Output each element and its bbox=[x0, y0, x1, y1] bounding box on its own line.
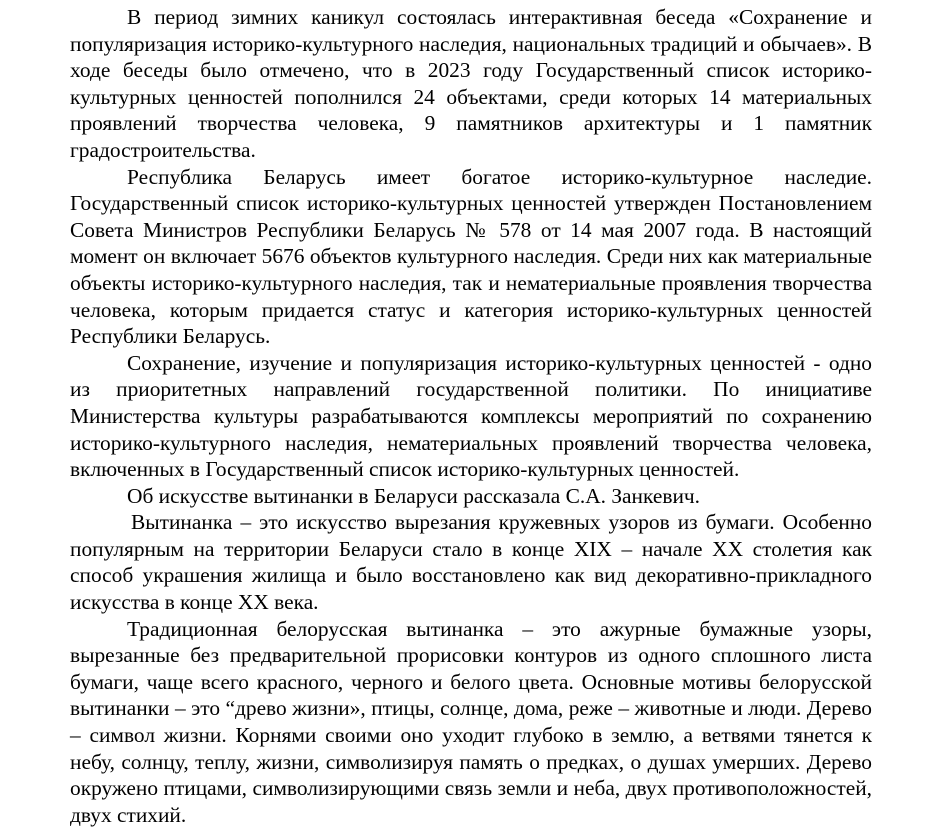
paragraph-winter-event: В период зимних каникул состоялась интерактивная беседа «Сохранение и популяризация историко-культурного наследия, национальных традиций и обычаев». В ходе беседы было отмечено, что в 2023 году Государственный список историко-культурных ценностей пополнился 24 объектами, среди которых 14 материальных проявлений творчества человека, 9 памятников архитектуры и 1 памятник градостроительства. bbox=[70, 5, 872, 162]
paragraph-vytinanka-definition: Вытинанка – это искусство вырезания кружевных узоров из бумаги. Особенно популярным на территории Беларуси стало в конце XIX – начале XX столетия как способ украшения жилища и было восстановлено как вид декоративно-прикладного искусства в конце XX века. bbox=[70, 510, 872, 615]
paragraph-state-policy: Сохранение, изучение и популяризация историко-культурных ценностей - одно из приоритетных направлений государственной политики. По инициативе Министерства культуры разрабатываются комплексы мероприятий по сохранению историко-культурного наследия, нематериальных проявлений творчества человека, включенных в Государственный список историко-культурных ценностей. bbox=[70, 350, 872, 482]
paragraph-heritage-list: Республика Беларусь имеет богатое историко-культурное наследие. Государственный список историко-культурных ценностей утвержден Постановлением Совета Министров Республики Беларусь № 578 от 14 мая 2007 года. В настоящий момент он включает 5676 объектов культурного наследия. Среди них как материальные объекты историко-культурного наследия, так и нематериальные проявления творчества человека, которым придается статус и категория историко-культурных ценностей Республики Беларусь. bbox=[70, 164, 872, 349]
paragraph-vytinanka-motifs: Традиционная белорусская вытинанка – это ажурные бумажные узоры, вырезанные без предварительной прорисовки контуров из одного сплошного листа бумаги, чаще всего красного, черного и белого цвета. Основные мотивы белорусской вытинанки – это “древо жизни», птицы, солнце, дома, реже – животные и люди. Дерево – символ жизни. Корнями своими оно уходит глубоко в землю, а ветвями тянется к небу, солнцу, теплу, жизни, символизируя память о предках, о душах умерших. Дерево окружено птицами, символизирующими связь земли и неба, двух противоположностей, двух стихий. bbox=[70, 616, 872, 827]
document-page bbox=[70, 4, 872, 828]
paragraph-speaker: Об искусстве вытинанки в Беларуси рассказала С.А. Занкевич. bbox=[127, 483, 701, 508]
